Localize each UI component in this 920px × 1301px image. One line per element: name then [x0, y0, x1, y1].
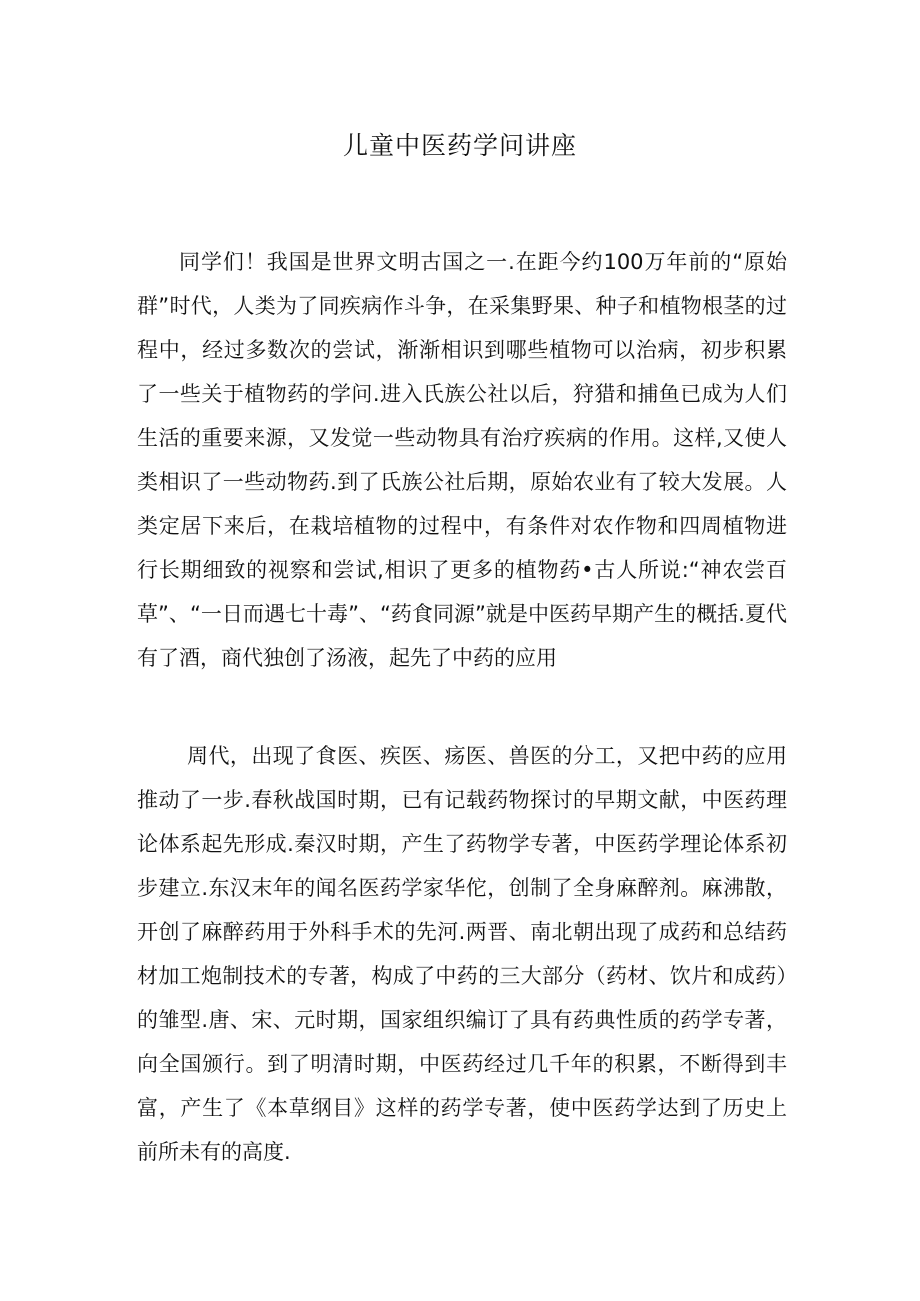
paragraph-2: 周代，出现了食医、疾医、疡医、兽医的分工，又把中药的应用推动了一步.春秋战国时期，已有记载药物探讨的早期文献，中医药理论体系起先形成.秦汉时期，产生了药物学专著，中医药学理论体系初步建立.东汉末年的闻名医药学家华佗，创制了全身麻醉剂。麻沸散，开创了麻醉药用于外科手术的先河.两晋、南北朝出现了成药和总结药材加工炮制技术的专著，构成了中药的三大部分（药材、饮片和成药）的雏型.唐、宋、元时期，国家组织编订了具有药典性质的药学专著，向全国颁行。到了明清时期，中医药经过几千年的积累，不断得到丰富，产生了《本草纲目》这样的药学专著，使中医药学达到了历史上前所未有的高度. — [137, 744, 787, 1164]
paragraph-1: 同学们！我国是世界文明古国之一.在距今约100万年前的“原始群”时代，人类为了同疾病作斗争，在采集野果、种子和植物根茎的过程中，经过多数次的尝试，渐渐相识到哪些植物可以治病，初步积累了一些关于植物药的学问.进入氏族公社以后，狩猎和捕鱼已成为人们生活的重要来源，又发觉一些动物具有治疗疾病的作用。这样,又使人类相识了一些动物药.到了氏族公社后期，原始农业有了较大发展。人类定居下来后，在栽培植物的过程中，有条件对农作物和四周植物进行长期细致的视察和尝试,相识了更多的植物药•古人所说:“神农尝百草”、“一日而遇七十毒”、“药食同源”就是中医药早期产生的概括.夏代有了酒，商代独创了汤液，起先了中药的应用 — [137, 250, 787, 670]
document-title: 儿童中医药学问讲座 — [342, 131, 577, 160]
